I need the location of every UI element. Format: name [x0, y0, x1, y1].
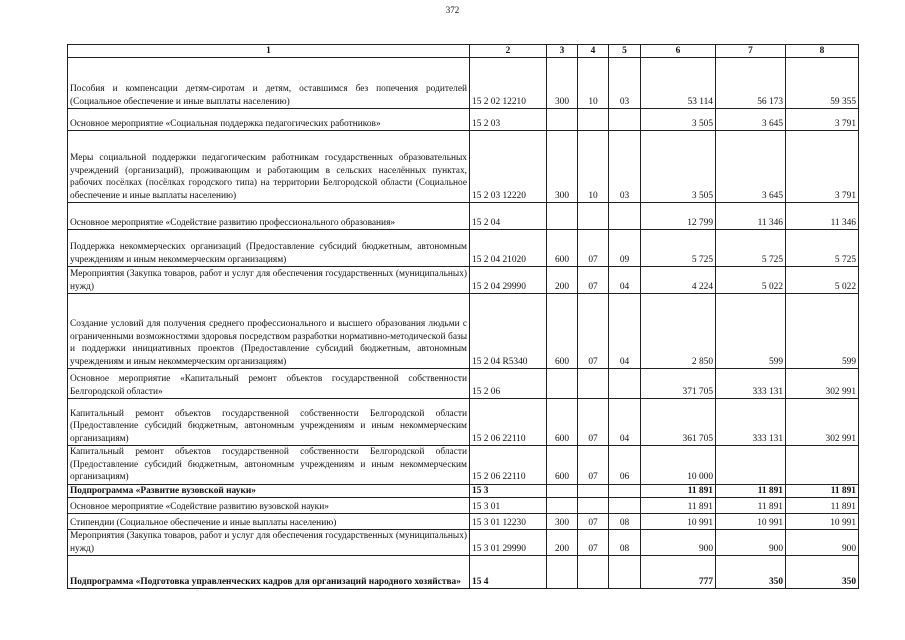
- row-value-8: 11 891: [786, 498, 859, 514]
- row-value-6: 3 505: [641, 131, 716, 203]
- row-value-7: 350: [716, 556, 786, 589]
- row-value-6: 11 891: [641, 498, 716, 514]
- row-value-7: 11 891: [716, 484, 786, 498]
- row-col-3: 600: [547, 294, 578, 369]
- row-value-8: 5 725: [786, 230, 859, 267]
- row-description: Основное мероприятие «Содействие развитию вузовской науки»: [68, 498, 470, 514]
- row-code: 15 2 04 21020: [470, 230, 547, 267]
- row-value-8: 350: [786, 556, 859, 589]
- budget-table: [67, 44, 859, 589]
- row-col-5: [609, 484, 641, 498]
- table-row: [68, 203, 859, 230]
- table-body: [68, 58, 859, 589]
- row-value-8: 11 346: [786, 203, 859, 230]
- row-value-6: 53 114: [641, 58, 716, 109]
- header-col-8: 8: [786, 45, 859, 58]
- row-description: Основное мероприятие «Содействие развитию профессионального образования»: [68, 203, 470, 230]
- row-value-6: 10 000: [641, 446, 716, 485]
- row-col-3: 600: [547, 446, 578, 485]
- row-code: 15 2 06: [470, 369, 547, 399]
- row-value-8: 5 022: [786, 267, 859, 294]
- row-description: Основное мероприятие «Капитальный ремонт объектов государственной собственности Белгородской области»: [68, 369, 470, 399]
- row-value-7: 900: [716, 530, 786, 556]
- row-value-6: 3 505: [641, 109, 716, 131]
- row-col-5: 03: [609, 58, 641, 109]
- row-col-5: 04: [609, 267, 641, 294]
- table-row: [68, 230, 859, 267]
- row-col-4: 07: [578, 530, 609, 556]
- row-col-4: [578, 498, 609, 514]
- row-col-3: 300: [547, 58, 578, 109]
- row-col-3: 300: [547, 514, 578, 530]
- row-value-7: 5 725: [716, 230, 786, 267]
- row-col-5: [609, 556, 641, 589]
- row-col-3: 300: [547, 131, 578, 203]
- page-number: 372: [445, 5, 460, 15]
- row-col-3: [547, 109, 578, 131]
- row-col-4: 07: [578, 514, 609, 530]
- row-code: 15 2 02 12210: [470, 58, 547, 109]
- table-row: [68, 369, 859, 399]
- row-col-4: 07: [578, 267, 609, 294]
- row-col-4: 07: [578, 446, 609, 485]
- row-value-8: 10 991: [786, 514, 859, 530]
- row-col-4: [578, 484, 609, 498]
- row-value-7: [716, 446, 786, 485]
- row-value-6: 10 991: [641, 514, 716, 530]
- row-col-3: [547, 203, 578, 230]
- header-col-7: 7: [716, 45, 786, 58]
- row-code: 15 3 01 29990: [470, 530, 547, 556]
- row-col-5: [609, 109, 641, 131]
- row-col-4: 07: [578, 399, 609, 446]
- header-col-2: 2: [470, 45, 547, 58]
- row-value-8: 11 891: [786, 484, 859, 498]
- row-value-8: 302 991: [786, 369, 859, 399]
- row-col-3: [547, 556, 578, 589]
- row-code: 15 3 01: [470, 498, 547, 514]
- table-row: [68, 267, 859, 294]
- row-col-3: [547, 369, 578, 399]
- row-code: 15 2 03: [470, 109, 547, 131]
- row-code: 15 2 04 R5340: [470, 294, 547, 369]
- row-col-5: 04: [609, 294, 641, 369]
- row-description: Меры социальной поддержки педагогическим работникам государственных образовательных учреждений (организаций), проживающим и работающим в сельских населённых пунктах, рабочих посёлках (посёлках городского типа) на территории Белгородской области (Социальное обеспечение и иные выплаты населению): [68, 131, 470, 203]
- row-col-5: 09: [609, 230, 641, 267]
- header-col-5: 5: [609, 45, 641, 58]
- row-col-5: 03: [609, 131, 641, 203]
- table-row: [68, 484, 859, 498]
- row-description: Мероприятия (Закупка товаров, работ и услуг для обеспечения государственных (муниципальных) нужд): [68, 530, 470, 556]
- row-code: 15 2 03 12220: [470, 131, 547, 203]
- row-description: Капитальный ремонт объектов государственной собственности Белгородской области (Предоставление субсидий бюджетным, автономным учреждениям и иным некоммерческим организациям): [68, 446, 470, 485]
- row-value-8: 900: [786, 530, 859, 556]
- header-col-3: 3: [547, 45, 578, 58]
- row-col-5: 08: [609, 514, 641, 530]
- row-value-6: 900: [641, 530, 716, 556]
- row-col-4: [578, 203, 609, 230]
- row-value-7: 11 346: [716, 203, 786, 230]
- row-value-7: 10 991: [716, 514, 786, 530]
- row-value-7: 5 022: [716, 267, 786, 294]
- row-code: 15 2 06 22110: [470, 446, 547, 485]
- row-col-3: [547, 484, 578, 498]
- row-col-3: 600: [547, 230, 578, 267]
- row-value-6: 4 224: [641, 267, 716, 294]
- row-value-7: 3 645: [716, 131, 786, 203]
- row-col-4: [578, 109, 609, 131]
- table-row: [68, 294, 859, 369]
- row-description: Капитальный ремонт объектов государственной собственности Белгородской области (Предоставление субсидий бюджетным, автономным учреждениям и иным некоммерческим организациям): [68, 399, 470, 446]
- row-code: 15 2 06 22110: [470, 399, 547, 446]
- row-col-3: 600: [547, 399, 578, 446]
- row-description: Мероприятия (Закупка товаров, работ и услуг для обеспечения государственных (муниципальных) нужд): [68, 267, 470, 294]
- row-description: Подпрограмма «Развитие вузовской науки»: [68, 484, 470, 498]
- table-row: [68, 530, 859, 556]
- row-value-7: 333 131: [716, 369, 786, 399]
- row-col-3: [547, 498, 578, 514]
- header-col-4: 4: [578, 45, 609, 58]
- row-value-8: [786, 446, 859, 485]
- row-value-8: 3 791: [786, 109, 859, 131]
- row-code: 15 2 04 29990: [470, 267, 547, 294]
- row-value-7: 11 891: [716, 498, 786, 514]
- row-col-4: 10: [578, 58, 609, 109]
- row-value-8: 302 991: [786, 399, 859, 446]
- row-col-4: 07: [578, 294, 609, 369]
- row-value-8: 59 355: [786, 58, 859, 109]
- table-row: [68, 399, 859, 446]
- row-col-5: 08: [609, 530, 641, 556]
- row-col-5: [609, 498, 641, 514]
- row-value-6: 361 705: [641, 399, 716, 446]
- row-description: Подпрограмма «Подготовка управленческих кадров для организаций народного хозяйства»: [68, 556, 470, 589]
- row-description: Создание условий для получения среднего профессионального и высшего образования людьми с ограниченными возможностями здоровья посредством разработки нормативно-методической базы и поддержки инициативных проектов (Предоставление субсидий бюджетным, автономным учреждениям и иным некоммерческим организациям): [68, 294, 470, 369]
- header-col-6: 6: [641, 45, 716, 58]
- table-row: [68, 446, 859, 485]
- row-code: 15 4: [470, 556, 547, 589]
- table-row: [68, 556, 859, 589]
- row-value-8: 599: [786, 294, 859, 369]
- row-description: Стипендии (Социальное обеспечение и иные выплаты населению): [68, 514, 470, 530]
- row-col-5: 06: [609, 446, 641, 485]
- table-row: [68, 131, 859, 203]
- row-col-4: 10: [578, 131, 609, 203]
- table-row: [68, 58, 859, 109]
- row-value-6: 371 705: [641, 369, 716, 399]
- row-value-7: 56 173: [716, 58, 786, 109]
- row-value-6: 777: [641, 556, 716, 589]
- row-description: Поддержка некоммерческих организаций (Предоставление субсидий бюджетным, автономным учреждениям и иным некоммерческим организациям): [68, 230, 470, 267]
- row-value-7: 3 645: [716, 109, 786, 131]
- row-col-5: [609, 203, 641, 230]
- row-description: Основное мероприятие «Социальная поддержка педагогических работников»: [68, 109, 470, 131]
- table-row: [68, 109, 859, 131]
- row-col-3: 200: [547, 530, 578, 556]
- row-description: Пособия и компенсации детям-сиротам и детям, оставшимся без попечения родителей (Социальное обеспечение и иные выплаты населению): [68, 58, 470, 109]
- table-header-row: [68, 45, 859, 58]
- row-col-5: [609, 369, 641, 399]
- row-code: 15 2 04: [470, 203, 547, 230]
- row-value-7: 599: [716, 294, 786, 369]
- row-value-6: 5 725: [641, 230, 716, 267]
- row-value-6: 12 799: [641, 203, 716, 230]
- row-col-4: 07: [578, 230, 609, 267]
- row-value-7: 333 131: [716, 399, 786, 446]
- table-row: [68, 498, 859, 514]
- header-col-1: 1: [68, 45, 470, 58]
- row-col-5: 04: [609, 399, 641, 446]
- row-col-4: [578, 369, 609, 399]
- row-value-6: 2 850: [641, 294, 716, 369]
- row-col-3: 200: [547, 267, 578, 294]
- table-row: [68, 514, 859, 530]
- row-code: 15 3: [470, 484, 547, 498]
- row-code: 15 3 01 12230: [470, 514, 547, 530]
- row-value-8: 3 791: [786, 131, 859, 203]
- row-value-6: 11 891: [641, 484, 716, 498]
- row-col-4: [578, 556, 609, 589]
